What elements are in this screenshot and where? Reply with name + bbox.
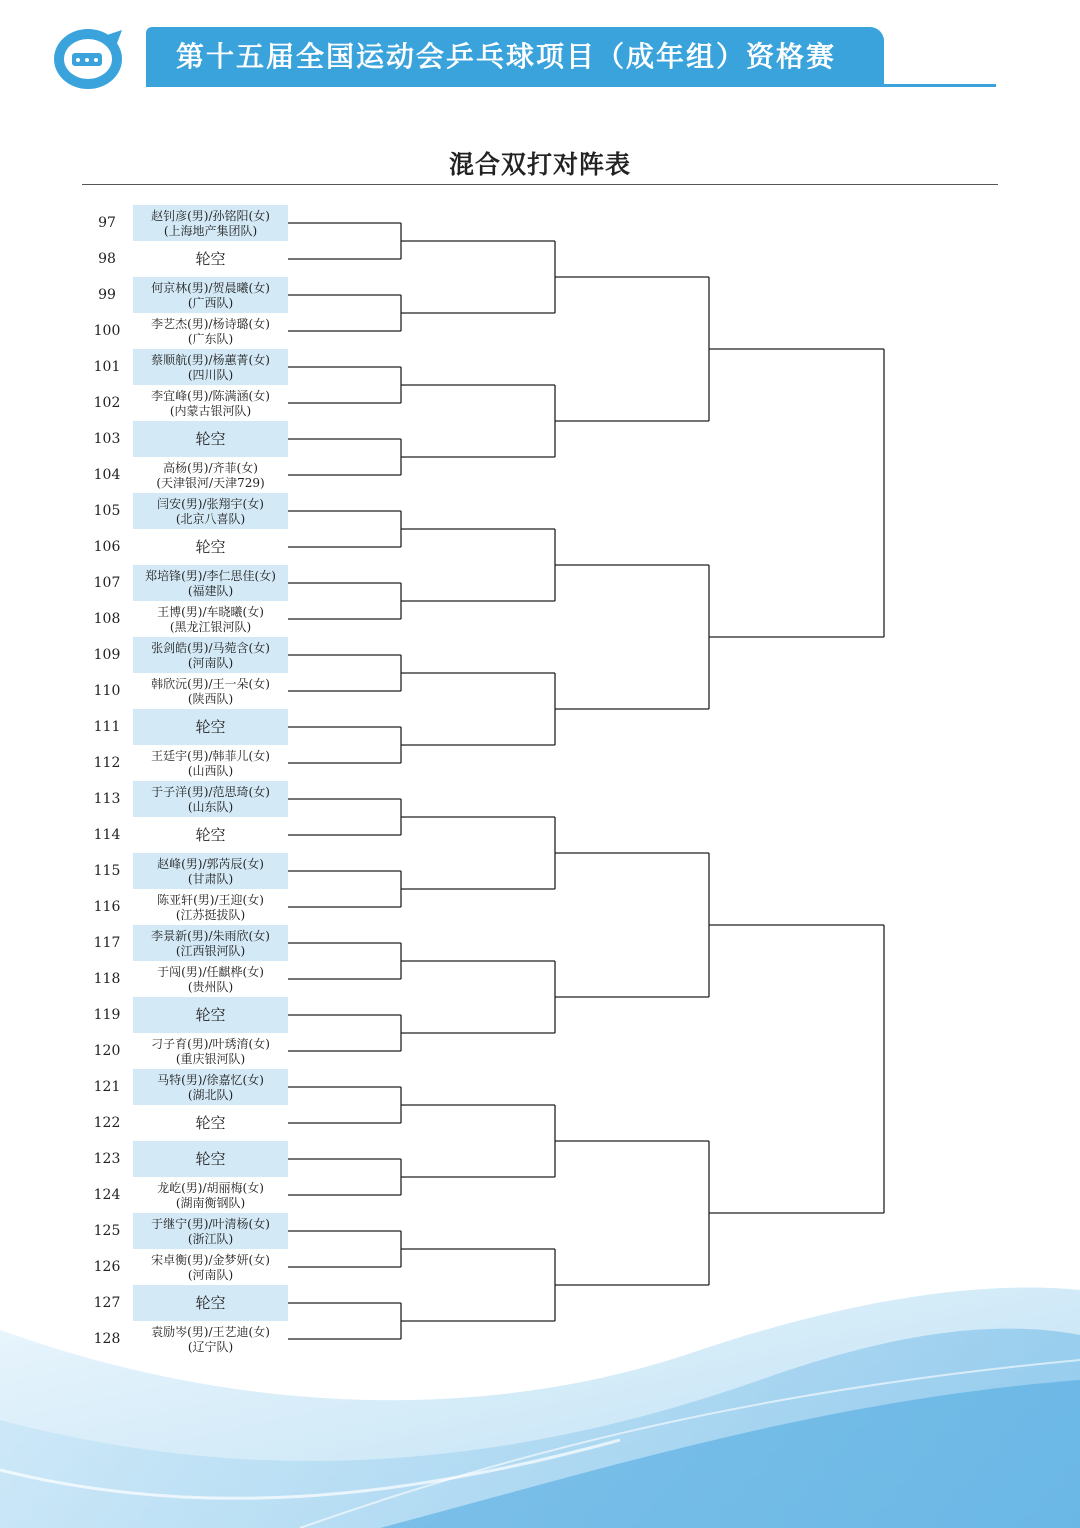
- pair-names: 宋卓衡(男)/金梦妍(女): [151, 1252, 270, 1267]
- pair-names: 郑培锋(男)/李仁思佳(女): [145, 568, 276, 583]
- seed-number: 123: [93, 1151, 121, 1167]
- bye-slot: [133, 1105, 288, 1141]
- pair-names: 马特(男)/徐嘉忆(女): [157, 1072, 264, 1087]
- seed-number: 98: [98, 251, 116, 267]
- seed-number: 115: [93, 863, 121, 879]
- pair-names: 韩欣沅(男)/王一朵(女): [151, 676, 270, 691]
- bye-label: 轮空: [195, 1150, 226, 1168]
- page-title: 混合双打对阵表: [448, 150, 631, 179]
- team-name: (甘肃队): [187, 871, 234, 886]
- seed-number: 125: [93, 1223, 121, 1239]
- player-pair: [133, 565, 288, 601]
- seed-number: 119: [93, 1007, 121, 1023]
- player-pair: [133, 673, 288, 709]
- seed-number: 111: [93, 719, 121, 735]
- player-pair: [133, 1213, 288, 1249]
- player-pair: [133, 1321, 288, 1357]
- team-name: (天津银河/天津729): [156, 475, 265, 490]
- player-pair: [133, 385, 288, 421]
- bye-slot: [133, 817, 288, 853]
- player-pair: [133, 601, 288, 637]
- seed-number: 97: [98, 215, 116, 231]
- bye-slot: [133, 997, 288, 1033]
- bye-slot: [133, 1141, 288, 1177]
- seed-number: 106: [93, 539, 121, 555]
- player-pair: [133, 493, 288, 529]
- team-name: (江西银河队): [175, 943, 246, 958]
- team-name: (四川队): [187, 367, 234, 382]
- team-name: (北京八喜队): [175, 511, 246, 526]
- seed-number: 114: [93, 827, 121, 843]
- player-pair: [133, 925, 288, 961]
- player-pair: [133, 205, 288, 241]
- seed-number: 116: [93, 899, 121, 915]
- pair-names: 于子洋(男)/范思琦(女): [151, 784, 270, 799]
- team-name: (贵州队): [187, 979, 234, 994]
- seed-number: 107: [93, 575, 121, 591]
- pair-names: 于继宁(男)/叶清杨(女): [151, 1216, 270, 1231]
- team-name: (上海地产集团队): [163, 223, 258, 238]
- team-name: (江苏挺拔队): [175, 907, 246, 922]
- bye-label: 轮空: [195, 538, 226, 556]
- bye-label: 轮空: [195, 718, 226, 736]
- player-pair: [133, 961, 288, 997]
- seed-number: 112: [93, 755, 121, 771]
- bye-label: 轮空: [195, 430, 226, 448]
- seed-number: 126: [93, 1259, 121, 1275]
- pair-names: 高杨(男)/齐菲(女): [163, 460, 258, 475]
- bye-label: 轮空: [195, 826, 226, 844]
- player-pair: [133, 349, 288, 385]
- seed-number: 102: [93, 395, 121, 411]
- bye-slot: [133, 1285, 288, 1321]
- bye-slot: [133, 529, 288, 565]
- seed-number: 127: [93, 1295, 121, 1311]
- bye-label: 轮空: [195, 250, 226, 268]
- team-name: (河南队): [187, 1267, 234, 1282]
- bye-label: 轮空: [195, 1006, 226, 1024]
- seed-number: 113: [93, 791, 121, 807]
- pair-names: 李宜峰(男)/陈满涵(女): [151, 388, 270, 403]
- player-pair: [133, 457, 288, 493]
- team-name: (浙江队): [187, 1231, 234, 1246]
- pair-names: 王廷宇(男)/韩菲儿(女): [151, 748, 270, 763]
- player-pair: [133, 1033, 288, 1069]
- team-name: (陕西队): [187, 691, 234, 706]
- seed-number: 118: [93, 971, 121, 987]
- team-name: (重庆银河队): [175, 1051, 246, 1066]
- seed-number: 103: [93, 431, 121, 447]
- seed-number: 99: [98, 287, 116, 303]
- pair-names: 赵峰(男)/郭芮辰(女): [157, 856, 264, 871]
- team-name: (河南队): [187, 655, 234, 670]
- pair-names: 赵钊彦(男)/孙铭阳(女): [151, 208, 270, 223]
- pair-names: 何京林(男)/贺晨曦(女): [151, 280, 270, 295]
- seed-number: 121: [93, 1079, 121, 1095]
- player-pair: [133, 853, 288, 889]
- player-pair: [133, 1177, 288, 1213]
- team-name: (广东队): [187, 331, 234, 346]
- pair-names: 陈亚轩(男)/王迎(女): [157, 892, 264, 907]
- pair-names: 龙屹(男)/胡丽梅(女): [157, 1180, 264, 1195]
- team-name: (广西队): [187, 295, 234, 310]
- pair-names: 袁励岑(男)/王艺迪(女): [151, 1324, 270, 1339]
- pair-names: 蔡顺航(男)/杨蕙菁(女): [151, 352, 270, 367]
- event-title: 第十五届全国运动会乒乓球项目（成年组）资格赛: [176, 40, 837, 73]
- bye-slot: [133, 241, 288, 277]
- bye-label: 轮空: [195, 1294, 226, 1312]
- player-pair: [133, 745, 288, 781]
- team-name: (湖南衡钢队): [175, 1195, 246, 1210]
- team-name: (山东队): [187, 799, 234, 814]
- player-pair: [133, 637, 288, 673]
- bye-slot: [133, 421, 288, 457]
- seed-number: 100: [93, 323, 121, 339]
- player-pair: [133, 1069, 288, 1105]
- team-name: (湖北队): [187, 1087, 234, 1102]
- seed-number: 117: [93, 935, 121, 951]
- player-pair: [133, 313, 288, 349]
- seed-number: 101: [93, 359, 121, 375]
- seed-number: 110: [93, 683, 121, 699]
- seed-number: 105: [93, 503, 121, 519]
- bye-slot: [133, 709, 288, 745]
- player-pair: [133, 889, 288, 925]
- pair-names: 于闯(男)/任麒桦(女): [157, 964, 264, 979]
- team-name: (内蒙古银河队): [169, 403, 252, 418]
- pair-names: 刁子育(男)/叶琇淯(女): [151, 1036, 270, 1051]
- team-name: (福建队): [187, 583, 234, 598]
- pair-names: 王博(男)/车晓曦(女): [157, 604, 264, 619]
- seed-number: 108: [93, 611, 121, 627]
- pair-names: 李艺杰(男)/杨诗璐(女): [151, 316, 270, 331]
- seed-number: 104: [93, 467, 121, 483]
- player-pair: [133, 1249, 288, 1285]
- seed-number: 124: [93, 1187, 121, 1203]
- seed-number: 128: [93, 1331, 121, 1347]
- player-pair: [133, 277, 288, 313]
- pair-names: 张剑皓(男)/马菀含(女): [151, 640, 270, 655]
- player-pair: [133, 781, 288, 817]
- seed-number: 120: [93, 1043, 121, 1059]
- team-name: (山西队): [187, 763, 234, 778]
- team-name: (辽宁队): [187, 1339, 234, 1354]
- seed-number: 109: [93, 647, 121, 663]
- pair-names: 闫安(男)/张翔宇(女): [157, 496, 264, 511]
- seed-number: 122: [93, 1115, 121, 1131]
- bye-label: 轮空: [195, 1114, 226, 1132]
- team-name: (黑龙江银河队): [169, 619, 252, 634]
- pair-names: 李景新(男)/朱雨欣(女): [151, 928, 270, 943]
